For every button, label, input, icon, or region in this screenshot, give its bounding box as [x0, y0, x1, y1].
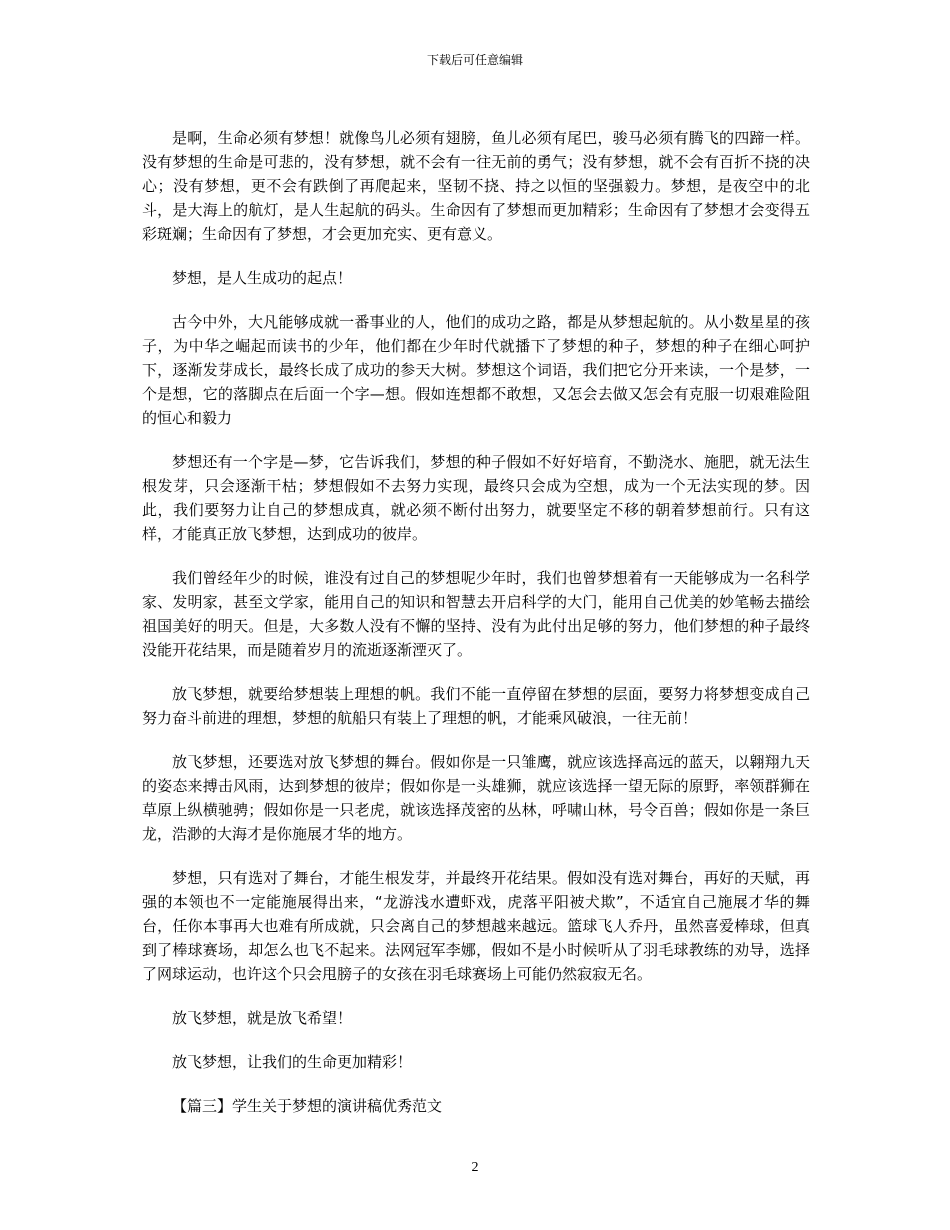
paragraph: 我们曾经年少的时候，谁没有过自己的梦想呢少年时，我们也曾梦想着有一天能够成为一名科学家、发明家，甚至文学家，能用自己的知识和智慧去开启科学的大门，能用自己优美的妙笔畅去描绘祖国美好的明天。但是，大多数人没有不懈的坚持、没有为此付出足够的努力，他们梦想的种子最终没能开花结果，而是随着岁月的流逝逐渐湮灭了。 — [142, 569, 810, 659]
paragraph: 放飞梦想，让我们的生命更加精彩！ — [172, 1053, 413, 1071]
paragraph: 放飞梦想，还要选对放飞梦想的舞台。假如你是一只雏鹰，就应该选择高远的蓝天，以翱翔九天的姿态来搏击风雨，达到梦想的彼岸；假如你是一头雄狮，就应该选择一望无际的原野，率领群狮在草原上纵横驰骋；假如你是一只老虎，就该选择茂密的丛林，呼啸山林，号令百兽；假如你是一条巨龙，浩渺的大海才是你施展才华的地方。 — [142, 753, 810, 843]
paragraph: 古今中外，大凡能够成就一番事业的人，他们的成功之路，都是从梦想起航的。从小数星星的孩子，为中华之崛起而读书的少年，他们都在少年时代就播下了梦想的种子，梦想的种子在细心呵护下，逐渐发芽成长，最终长成了成功的参天大树。梦想这个词语，我们把它分开来读，一个是梦，一个是想，它的落脚点在后面一个字—想。假如连想都不敢想，又怎会去做又怎会有克服一切艰难险阻的恒心和毅力 — [142, 313, 810, 427]
paragraph: 放飞梦想，就要给梦想装上理想的帆。我们不能一直停留在梦想的层面，要努力将梦想变成自己努力奋斗前进的理想，梦想的航船只有装上了理想的帆，才能乘风破浪，一往无前！ — [142, 685, 810, 727]
paragraph: 是啊，生命必须有梦想！就像鸟儿必须有翅膀，鱼儿必须有尾巴，骏马必须有腾飞的四蹄一样。没有梦想的生命是可悲的，没有梦想，就不会有一往无前的勇气；没有梦想，就不会有百折不挠的决心；没有梦想，更不会有跌倒了再爬起来，坚韧不挠、持之以恒的坚强毅力。梦想，是夜空中的北斗，是大海上的航灯，是人生起航的码头。生命因有了梦想而更加精彩；生命因有了梦想才会变得五彩斑斓；生命因有了梦想，才会更加充实、更有意义。 — [142, 129, 810, 243]
paragraph: 梦想，是人生成功的起点！ — [172, 269, 353, 287]
page-header: 下载后可任意编辑 — [426, 53, 523, 67]
paragraph: 梦想，只有选对了舞台，才能生根发芽，并最终开花结果。假如没有选对舞台，再好的天赋，再强的本领也不一定能施展得出来，“龙游浅水遭虾戏，虎落平阳被犬欺”，不适宜自己施展才华的舞台，任你本事再大也难有所成就，只会离自己的梦想越来越远。篮球飞人乔丹，虽然喜爱棒球，但真到了棒球赛场，却怎么也飞不起来。法网冠军李娜，假如不是小时候听从了羽毛球教练的劝导，选择了网球运动，也许这个只会甩膀子的女孩在羽毛球赛场上可能仍然寂寂无名。 — [142, 869, 810, 983]
section-heading: 【篇三】学生关于梦想的演讲稿优秀范文 — [172, 1097, 443, 1115]
document-body — [142, 126, 810, 1138]
paragraph: 梦想还有一个字是—梦，它告诉我们，梦想的种子假如不好好培育，不勤浇水、施肥，就无法生根发芽，只会逐渐干枯；梦想假如不去努力实现，最终只会成为空想，成为一个无法实现的梦。因此，我们要努力让自己的梦想成真，就必须不断付出努力，就要坚定不移的朝着梦想前行。只有这样，才能真正放飞梦想，达到成功的彼岸。 — [142, 453, 810, 543]
paragraph: 放飞梦想，就是放飞希望！ — [172, 1009, 353, 1027]
page-number: 2 — [471, 1160, 479, 1175]
